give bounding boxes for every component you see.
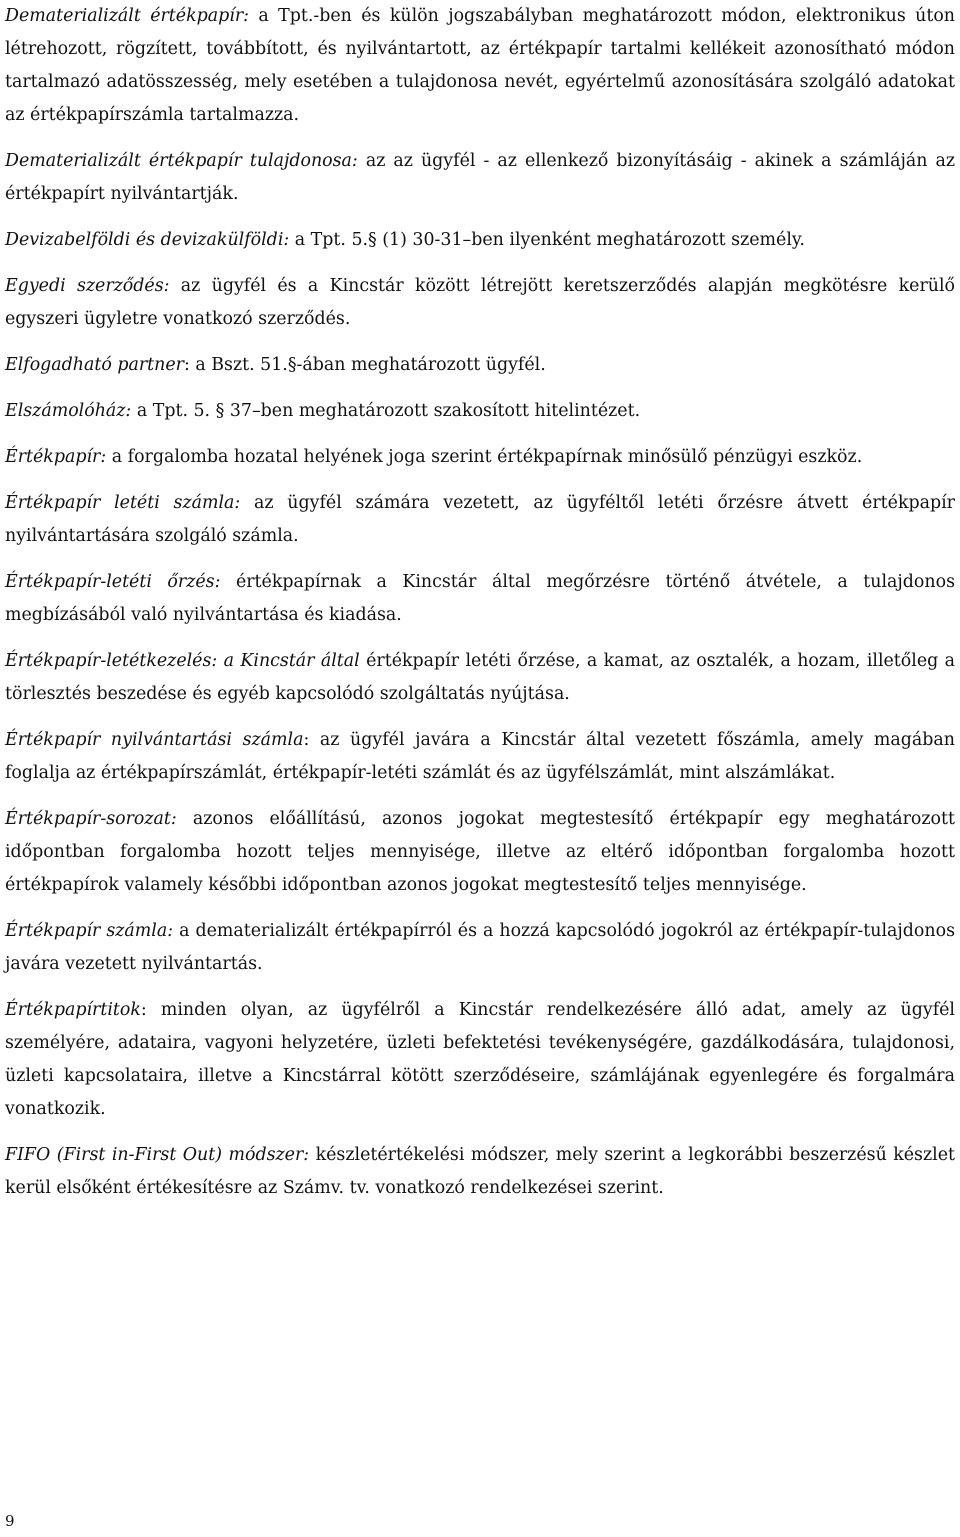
definition-term: Devizabelföldi és devizakülföldi: — [5, 230, 290, 250]
definition-ertekpapir-leteti-szamla — [5, 487, 955, 553]
definition-term: Értékpapír nyilvántartási számla — [5, 730, 304, 750]
definition-ertekpapirtitok — [5, 994, 955, 1126]
definition-text: a dematerializált értékpapírról és a hozzá kapcsolódó jogokról az értékpapír-tulajdonos javára vezetett nyilvántartás. — [5, 921, 955, 974]
definition-term: Értékpapír-letétkezelés: a Kincstár által — [5, 651, 360, 671]
definition-text: : az ügyfél javára a Kincstár által vezetett főszámla, amely magában foglalja az értékpapírszámlát, értékpapír-letéti számlát és az ügyfélszámlát, mint alszámlákat. — [5, 730, 955, 783]
definition-term: Értékpapír számla: — [5, 921, 174, 941]
definition-term: Értékpapírtitok — [5, 1000, 141, 1020]
definition-text: értékpapír letéti őrzése, a kamat, az osztalék, a hozam, illetőleg a törlesztés beszedése és egyéb kapcsolódó szolgáltatás nyújtása. — [5, 651, 955, 704]
definition-term: Értékpapír-letéti őrzés: — [5, 572, 221, 592]
definition-devizabelfoldi — [5, 224, 955, 257]
definition-ertekpapir-nyilvantartasi-szamla — [5, 724, 955, 790]
definition-term: FIFO (First in-First Out) módszer: — [5, 1145, 310, 1165]
definition-ertekpapir-szamla — [5, 915, 955, 981]
definition-term: Értékpapír letéti számla: — [5, 493, 241, 513]
definition-text: értékpapírnak a Kincstár által megőrzésre történő átvétele, a tulajdonos megbízásából való nyilvántartása és kiadása. — [5, 572, 955, 625]
definition-text: a Tpt. 5.§ (1) 30-31–ben ilyenként meghatározott személy. — [289, 230, 805, 250]
definition-text: a Tpt.-ben és külön jogszabályban meghatározott módon, elektronikus úton létrehozott, rögzített, továbbított, és nyilvántartott, az értékpapír tartalmi kellékeit azonosítható módon tartalmazó adatösszesség, mely esetében a tulajdonosa nevét, egyértelmű azonosítására szolgáló adatokat az értékpapírszámla tartalmazza. — [5, 6, 956, 125]
definition-term: Elszámolóház: — [5, 401, 132, 421]
definition-term: Egyedi szerződés: — [5, 276, 170, 296]
definition-ertekpapir-tulajdonosa — [5, 145, 955, 211]
definition-text: készletértékelési módszer, mely szerint a legkorábbi beszerzésű készlet kerül elsőként értékesítésre az Számv. tv. vonatkozó rendelkezései szerint. — [5, 1145, 955, 1198]
definition-text: : minden olyan, az ügyfélről a Kincstár rendelkezésére álló adat, amely az ügyfél személyére, adataira, vagyoni helyzetére, üzleti befektetési tevékenységére, gazdálkodására, tulajdonosi, üzleti kapcsolataira, illetve a Kincstárral kötött szerződéseire, számlájának egyenlegére és forgalmára vonatkozik. — [5, 1000, 955, 1119]
definition-text: az az ügyfél - az ellenkező bizonyításáig - akinek a számláján az értékpapírt nyilvántartják. — [5, 151, 955, 204]
definition-term: Értékpapír: — [5, 447, 107, 467]
definition-text: : a Bszt. 51.§-ában meghatározott ügyfél. — [183, 355, 546, 375]
definition-text: az ügyfél számára vezetett, az ügyféltől letéti őrzésre átvett értékpapír nyilvántartására szolgáló számla. — [5, 493, 955, 546]
definition-text: az ügyfél és a Kincstár között létrejött keretszerződés alapján megkötésre kerülő egyszeri ügyletre vonatkozó szerződés. — [5, 276, 955, 329]
definition-term: Dematerializált értékpapír tulajdonosa: — [5, 151, 358, 171]
definition-text: a Tpt. 5. § 37–ben meghatározott szakosított hitelintézet. — [131, 401, 641, 421]
definition-term: Értékpapír-sorozat: — [5, 809, 177, 829]
definition-ertekpapir — [5, 441, 955, 474]
definition-egyedi-szerzodes — [5, 270, 955, 336]
definition-ertekpapir-leteti-orzes — [5, 566, 955, 632]
definition-ertekpapir-sorozat — [5, 803, 955, 902]
definition-dematerializalt-ertekpapir — [5, 0, 955, 132]
definition-term: Dematerializált értékpapír: — [5, 6, 249, 26]
definition-text: a forgalomba hozatal helyének joga szerint értékpapírnak minősülő pénzügyi eszköz. — [106, 447, 863, 467]
definition-text: azonos előállítású, azonos jogokat megtestesítő értékpapír egy meghatározott időpontban forgalomba hozott teljes mennyisége, illetve az eltérő időpontban forgalomba hozott értékpapírok valamely későbbi időpontban azonos jogokat megtestesítő teljes mennyisége. — [5, 809, 955, 895]
definition-term: Elfogadható partner — [5, 355, 184, 375]
document-page — [5, 0, 955, 1218]
definition-elfogadhato-partner — [5, 349, 955, 382]
definition-elszamolohaz — [5, 395, 955, 428]
page-number: 9 — [5, 1512, 15, 1530]
definition-fifo-modszer — [5, 1139, 955, 1205]
definition-ertekpapir-letetkezeles — [5, 645, 955, 711]
